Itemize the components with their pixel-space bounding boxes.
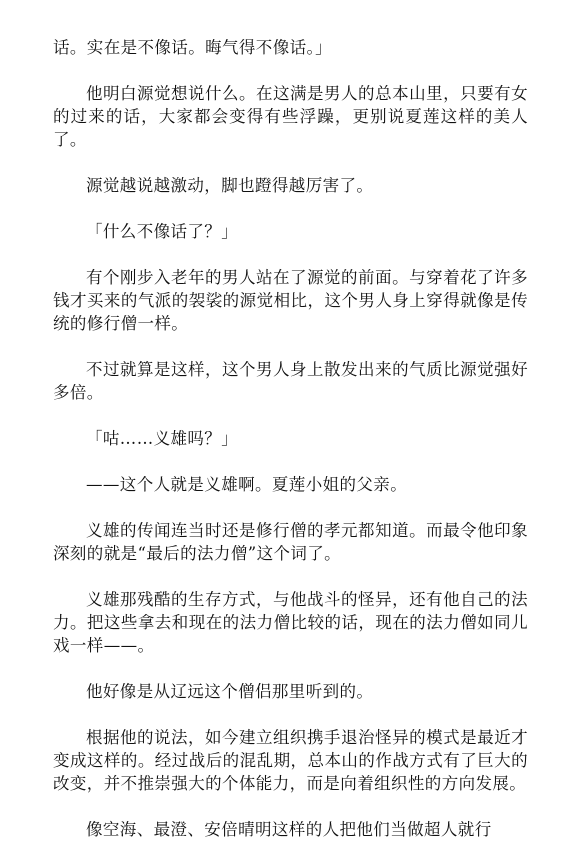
paragraph: 根据他的说法，如今建立组织携手退治怪异的模式是最近才变成这样的。经过战后的混乱期，总本山的作战方式有了巨大的改变，并不推崇强大的个体能力，而是向着组织性的方向发展。 — [53, 728, 528, 793]
paragraph: 话。实在是不像话。晦气得不像话。」 — [53, 38, 333, 57]
dialogue-line: 「咕……义雄吗？」 — [86, 429, 239, 448]
paragraph: 义雄的传闻连当时还是修行僧的孝元都知道。而最令他印象深刻的就是“最后的法力僧”这个词了。 — [53, 521, 528, 563]
paragraph: 源觉越说越激动，脚也蹬得越厉害了。 — [86, 176, 374, 195]
dialogue-line: 「什么不像话了？」 — [86, 222, 239, 241]
paragraph: 义雄那残酷的生存方式，与他战斗的怪异，还有他自己的法力。把这些拿去和现在的法力僧比较的话，现在的法力僧如同儿戏一样——。 — [53, 590, 528, 655]
paragraph: ——这个人就是义雄啊。夏莲小姐的父亲。 — [86, 475, 408, 494]
paragraph: 他明白源觉想说什么。在这满是男人的总本山里，只要有女的过来的话，大家都会变得有些浮躁，更别说夏莲这样的美人了。 — [53, 84, 528, 149]
paragraph: 像空海、最澄、安倍晴明这样的人把他们当做超人就行 — [86, 820, 492, 839]
paragraph: 有个刚步入老年的男人站在了源觉的前面。与穿着花了许多钱才买来的气派的袈裟的源觉相比，这个男人身上穿得就像是传统的修行僧一样。 — [53, 268, 528, 333]
paragraph: 不过就算是这样，这个男人身上散发出来的气质比源觉强好多倍。 — [53, 360, 528, 402]
document-body — [53, 36, 528, 864]
paragraph: 他好像是从辽远这个僧侣那里听到的。 — [86, 682, 374, 701]
